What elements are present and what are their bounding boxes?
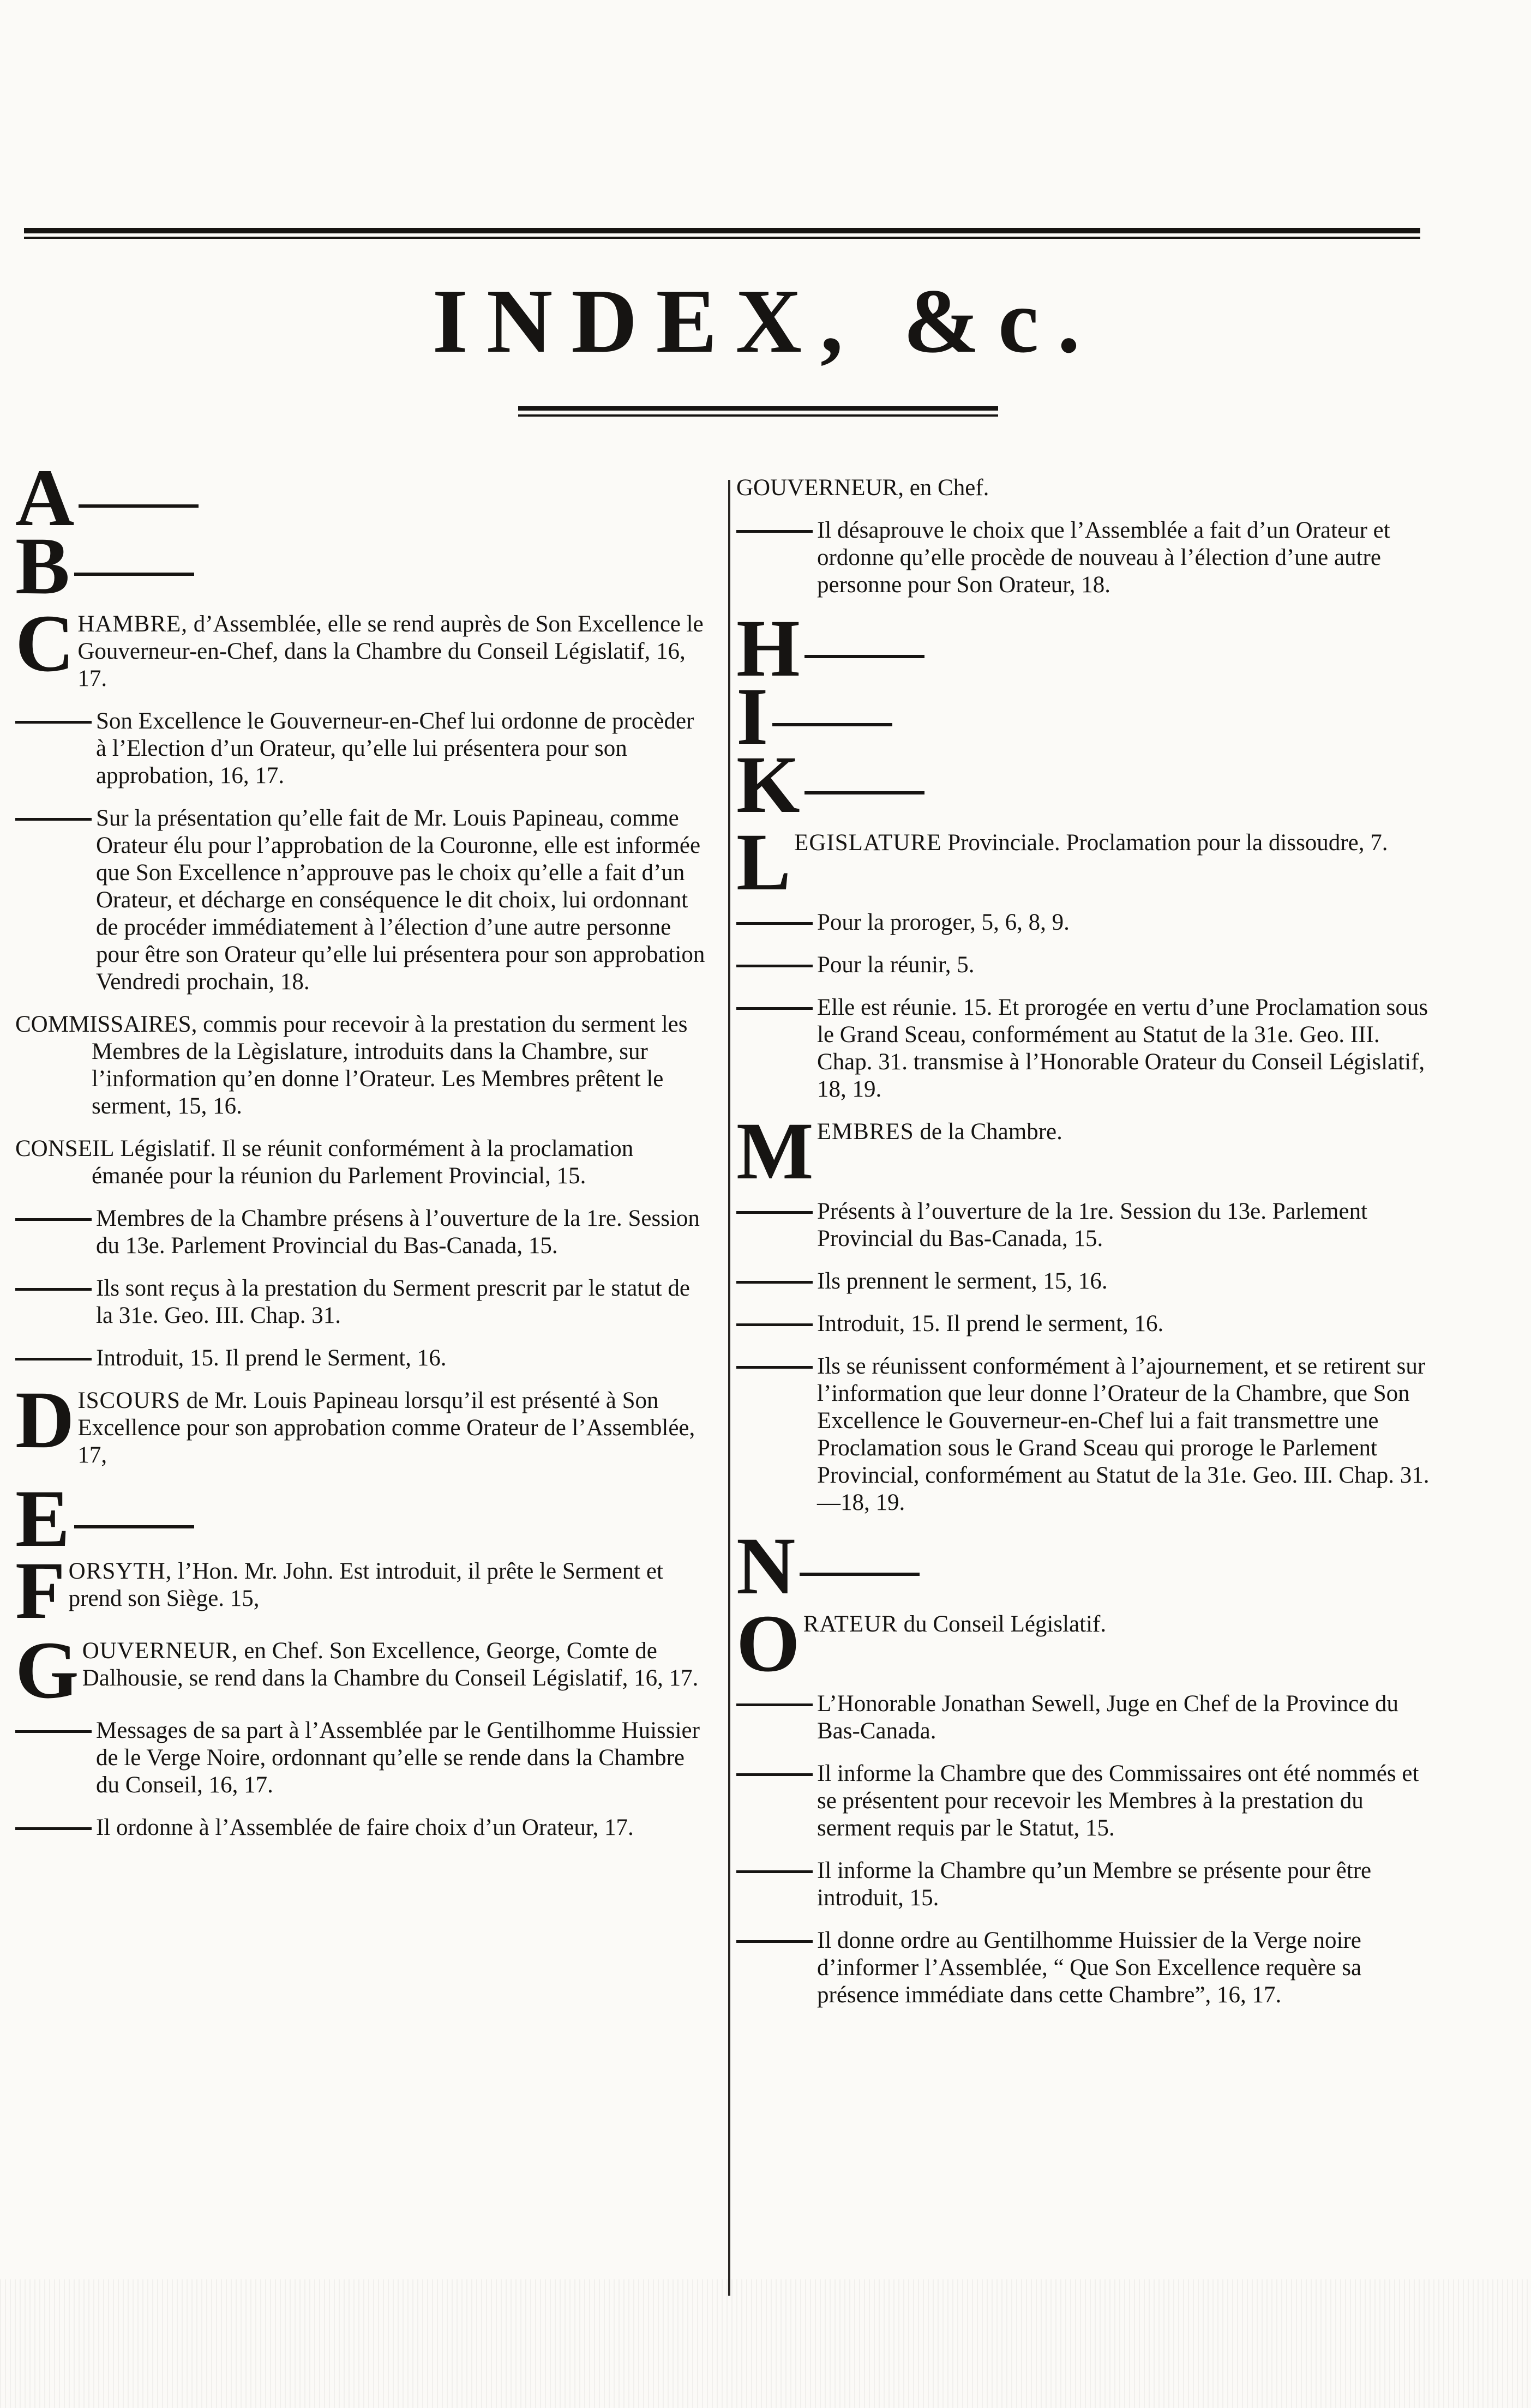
- sub-entry: L’Honorable Jonathan Sewell, Juge en Chef de la Province du Bas-Canada.: [736, 1690, 1434, 1745]
- entry-body: de la Chambre.: [914, 1119, 1062, 1145]
- entry-head: HAMBRE,: [77, 611, 188, 637]
- right-column: [736, 474, 1434, 2024]
- entry-orateur: [736, 1611, 1434, 1675]
- sub-entry: Elle est réunie. 15. Et prorogée en vertu d’une Proclamation sous le Grand Sceau, conformément au Statut de la 31e. Geo. III. Chap. 31. transmise à l’Honorable Orateur du Conseil Législatif, 18, 19.: [736, 994, 1434, 1103]
- entry-head: EGISLATURE: [794, 830, 942, 856]
- section-letter-a: A: [15, 463, 708, 532]
- entry-head: ORSYTH,: [68, 1558, 172, 1584]
- entry-conseil: CONSEIL Législatif. Il se réunit conformément à la proclamation émanée pour la réunion du Parlement Provincial, 15.: [15, 1136, 634, 1189]
- sub-entry: Présents à l’ouverture de la 1re. Session du 13e. Parlement Provincial du Bas-Canada, 15.: [736, 1198, 1434, 1253]
- entry-head: EMBRES: [816, 1119, 914, 1145]
- entry-forsyth: [15, 1558, 708, 1622]
- sub-entry: Pour la réunir, 5.: [736, 952, 1434, 979]
- section-letter-i: I: [736, 682, 1434, 750]
- entry-body: du Conseil Législatif.: [897, 1611, 1107, 1637]
- drop-cap: G: [15, 1638, 79, 1702]
- sub-entry: Membres de la Chambre présens à l’ouverture de la 1re. Session du 13e. Parlement Provincial du Bas-Canada, 15.: [15, 1205, 708, 1260]
- entry-body: en Chef. Son Excellence, George, Comte de Dalhousie, se rend dans la Chambre du Conseil Législatif, 16, 17.: [82, 1638, 699, 1691]
- entry-head: OUVERNEUR,: [82, 1638, 238, 1664]
- section-letter-h: H: [736, 614, 1434, 682]
- title-underline: [518, 406, 998, 417]
- drop-cap: M: [736, 1118, 814, 1183]
- sub-entry: Ils sont reçus à la prestation du Serment prescrit par le statut de la 31e. Geo. III. Chap. 31.: [15, 1275, 708, 1329]
- sub-entry: Sur la présentation qu’elle fait de Mr. Louis Papineau, comme Orateur élu pour l’approbation de la Couronne, elle est informée que Son Excellence n’approuve pas le choix qu’elle a fait d’un Orateur, et décharge en conséquence le dit choix, lui ordonnant de procéder immédiatement à l’élection d’une autre personne pour être son Orateur qu’elle lui présentera pour son approbation Vendredi prochain, 18.: [15, 805, 708, 996]
- entry-legislature: [736, 829, 1434, 894]
- sub-entry: Il informe la Chambre qu’un Membre se présente pour être introduit, 15.: [736, 1857, 1434, 1912]
- sub-entry: Ils prennent le serment, 15, 16.: [736, 1268, 1434, 1295]
- section-letter-e: E: [15, 1484, 708, 1552]
- entry-gouverneur: [15, 1638, 708, 1702]
- sub-entry: Il désaprouve le choix que l’Assemblée a fait d’un Orateur et ordonne qu’elle procède de nouveau à l’élection d’une autre personne pour Son Orateur, 18.: [736, 517, 1434, 599]
- sub-entry: Ils se réunissent conformément à l’ajournement, et se retirent sur l’information que leur donne l’Orateur de la Chambre, que Son Excellence le Gouverneur-en-Chef lui a fait transmettre une Proclamation sous le Grand Sceau qui proroge le Parlement Provincial, conformément au Statut de la 31e. Geo. III. Chap. 31.—18, 19.: [736, 1353, 1434, 1516]
- entry-gouverneur-cont: GOUVERNEUR, en Chef.: [736, 475, 989, 501]
- entry-head: RATEUR: [803, 1611, 898, 1637]
- page-title: INDEX, &c.: [432, 270, 1099, 372]
- drop-cap: O: [736, 1611, 800, 1675]
- entry-body: Provinciale. Proclamation pour la dissoudre, 7.: [941, 830, 1388, 856]
- entry-discours: [15, 1387, 708, 1469]
- sub-entry: Il donne ordre au Gentilhomme Huissier de la Verge noire d’informer l’Assemblée, “ Que Son Excellence requère sa présence immédiate dans cette Chambre”, 16, 17.: [736, 1927, 1434, 2009]
- entry-body: de Mr. Louis Papineau lorsqu’il est présenté à Son Excellence pour son approbation comme Orateur de l’Assemblée, 17,: [77, 1388, 695, 1468]
- section-letter-k: K: [736, 750, 1434, 818]
- entry-commissaires: COMMISSAIRES, commis pour recevoir à la prestation du serment les Membres de la Lègislature, introduits dans la Chambre, sur l’information qu’en donne l’Orateur. Les Membres prêtent le serment, 15, 16.: [15, 1012, 688, 1119]
- sub-entry: Pour la proroger, 5, 6, 8, 9.: [736, 909, 1434, 936]
- paper-speckle: [0, 2279, 1531, 2408]
- top-double-rule: [24, 228, 1420, 239]
- entry-membres: [736, 1118, 1434, 1183]
- sub-entry: Son Excellence le Gouverneur-en-Chef lui ordonne de procèder à l’Election d’un Orateur, qu’elle lui présentera pour son approbation, 16, 17.: [15, 708, 708, 790]
- section-letter-b: B: [15, 532, 708, 600]
- sub-entry: Il informe la Chambre que des Commissaires ont été nommés et se présentent pour recevoir les Membres à la prestation du serment requis par le Statut, 15.: [736, 1760, 1434, 1842]
- sub-entry: Introduit, 15. Il prend le Serment, 16.: [15, 1345, 708, 1372]
- sub-entry: Il ordonne à l’Assemblée de faire choix d’un Orateur, 17.: [15, 1814, 708, 1841]
- drop-cap: L: [736, 829, 791, 894]
- section-letter-n: N: [736, 1532, 1434, 1600]
- sub-entry: Messages de sa part à l’Assemblée par le Gentilhomme Huissier de le Verge Noire, ordonnant qu’elle se rende dans la Chambre du Conseil, 16, 17.: [15, 1717, 708, 1799]
- entry-chambre: [15, 611, 708, 693]
- left-column: [15, 452, 708, 1857]
- entry-body: d’Assemblée, elle se rend auprès de Son Excellence le Gouverneur-en-Chef, dans la Chambre du Conseil Législatif, 16, 17.: [77, 611, 704, 691]
- drop-cap: C: [15, 611, 75, 689]
- entry-head: ISCOURS: [77, 1388, 181, 1413]
- column-divider: [728, 480, 730, 2296]
- entry-body: l’Hon. Mr. John. Est introduit, il prête le Serment et prend son Siège. 15,: [68, 1558, 663, 1611]
- drop-cap: D: [15, 1387, 75, 1465]
- drop-cap: F: [15, 1558, 65, 1622]
- sub-entry: Introduit, 15. Il prend le serment, 16.: [736, 1310, 1434, 1338]
